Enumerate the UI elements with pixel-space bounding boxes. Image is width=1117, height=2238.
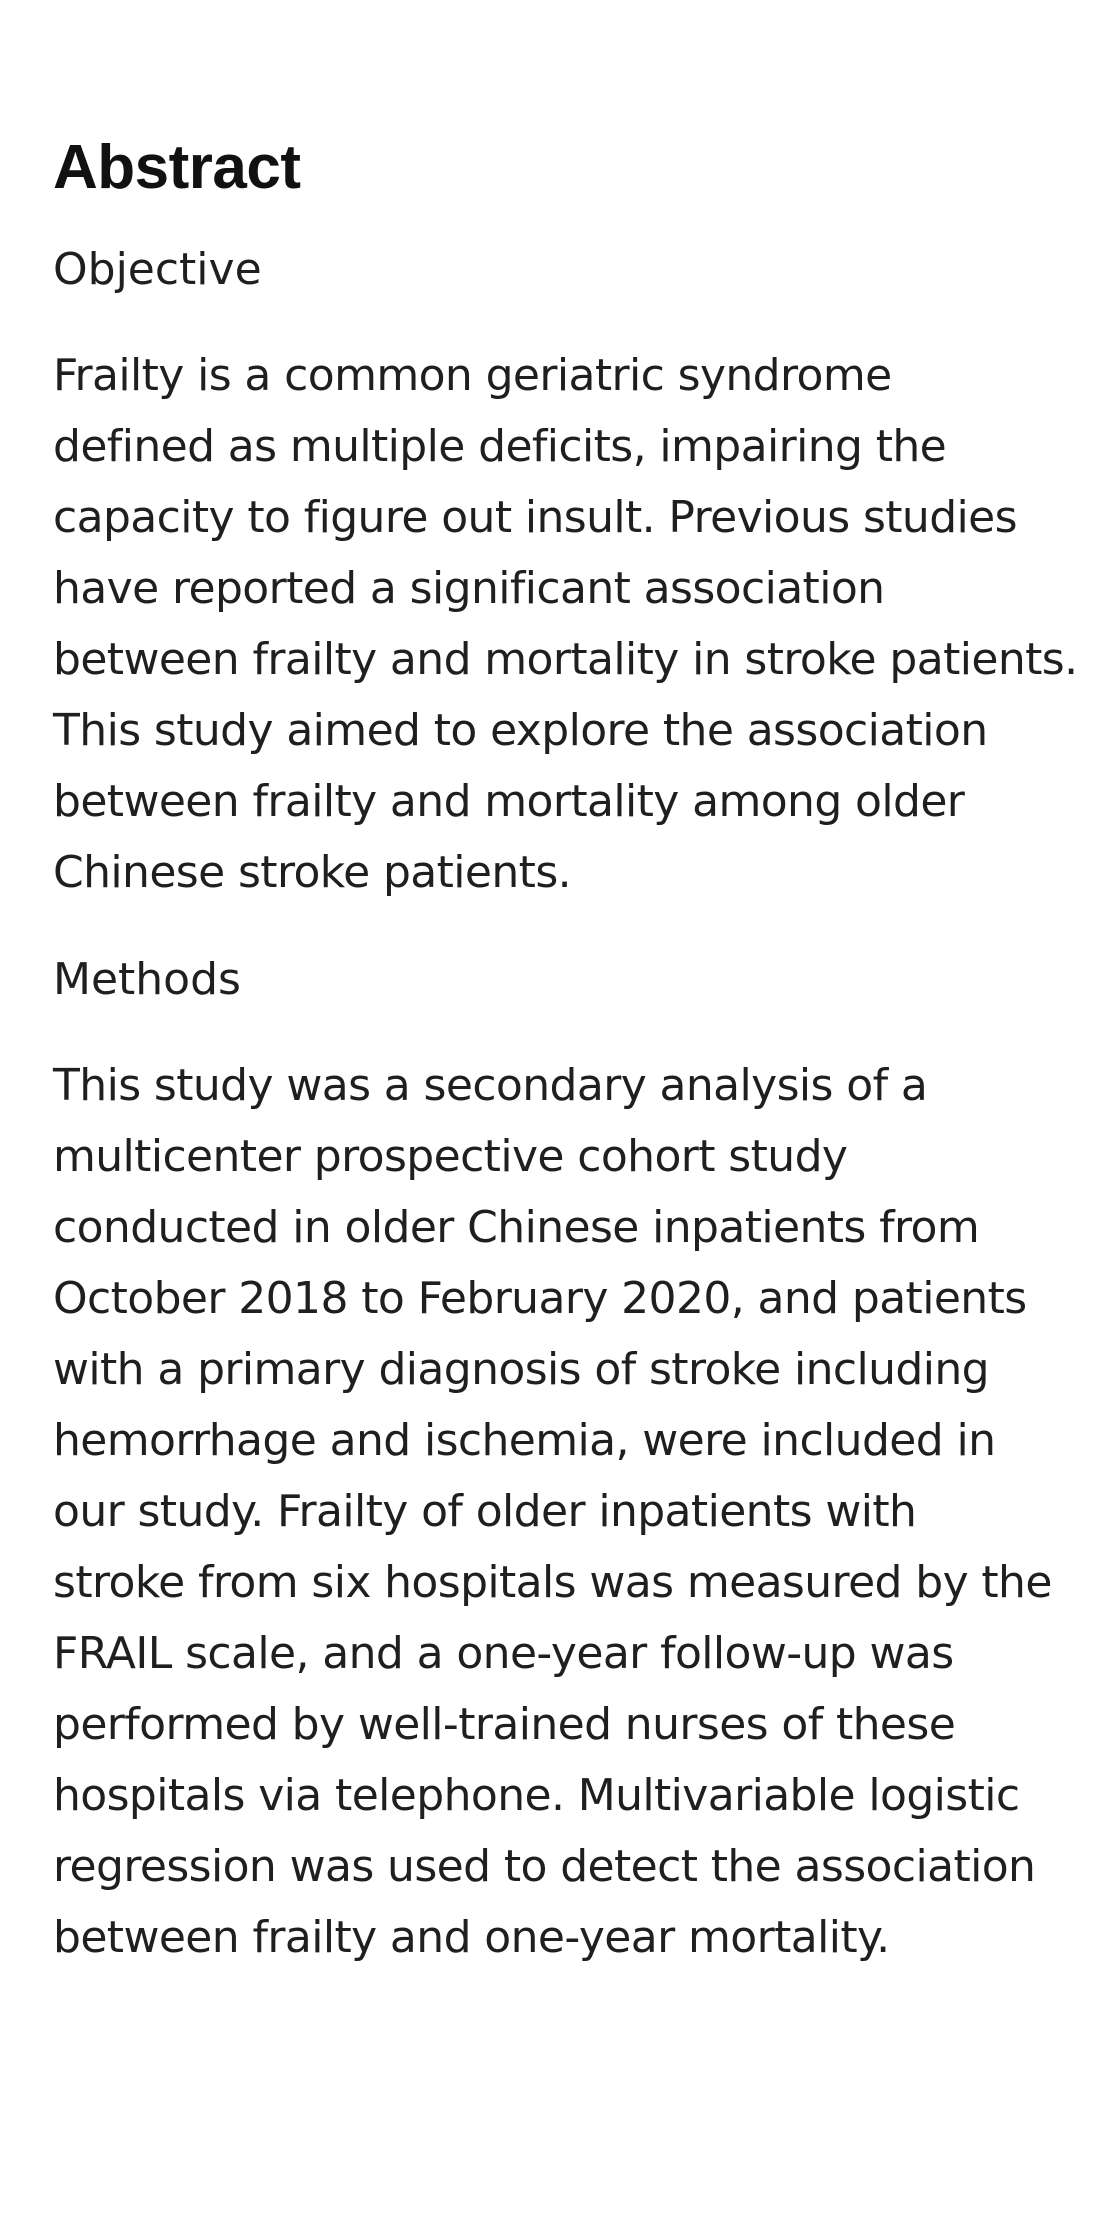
- methods-paragraph: [53, 1050, 1103, 1973]
- objective-paragraph: [53, 340, 1103, 908]
- methods-line: conducted in older Chinese inpatients from: [53, 1202, 980, 1253]
- objective-line: Chinese stroke patients.: [53, 847, 572, 898]
- methods-line: with a primary diagnosis of stroke including: [53, 1344, 989, 1395]
- objective-line: capacity to figure out insult. Previous studies: [53, 492, 1017, 543]
- objective-line: defined as multiple deficits, impairing the: [53, 421, 947, 472]
- abstract-section: [53, 128, 1103, 1973]
- abstract-title: Abstract: [53, 133, 301, 202]
- methods-line: This study was a secondary analysis of a: [53, 1060, 928, 1111]
- methods-line: performed by well-trained nurses of these: [53, 1699, 956, 1750]
- methods-line: between frailty and one-year mortality.: [53, 1912, 890, 1963]
- methods-line: October 2018 to February 2020, and patients: [53, 1273, 1027, 1324]
- objective-line: This study aimed to explore the association: [53, 705, 988, 756]
- objective-line: Frailty is a common geriatric syndrome: [53, 350, 892, 401]
- methods-line: regression was used to detect the association: [53, 1841, 1036, 1892]
- objective-line: between frailty and mortality among older: [53, 776, 965, 827]
- objective-line: between frailty and mortality in stroke patients.: [53, 634, 1078, 685]
- methods-line: hemorrhage and ischemia, were included in: [53, 1415, 996, 1466]
- objective-heading: Objective: [53, 244, 262, 295]
- methods-line: FRAIL scale, and a one-year follow-up was: [53, 1628, 954, 1679]
- methods-line: multicenter prospective cohort study: [53, 1131, 848, 1182]
- objective-line: have reported a significant association: [53, 563, 885, 614]
- methods-line: stroke from six hospitals was measured by the: [53, 1557, 1052, 1608]
- methods-line: hospitals via telephone. Multivariable logistic: [53, 1770, 1020, 1821]
- methods-heading: Methods: [53, 954, 241, 1005]
- methods-line: our study. Frailty of older inpatients with: [53, 1486, 917, 1537]
